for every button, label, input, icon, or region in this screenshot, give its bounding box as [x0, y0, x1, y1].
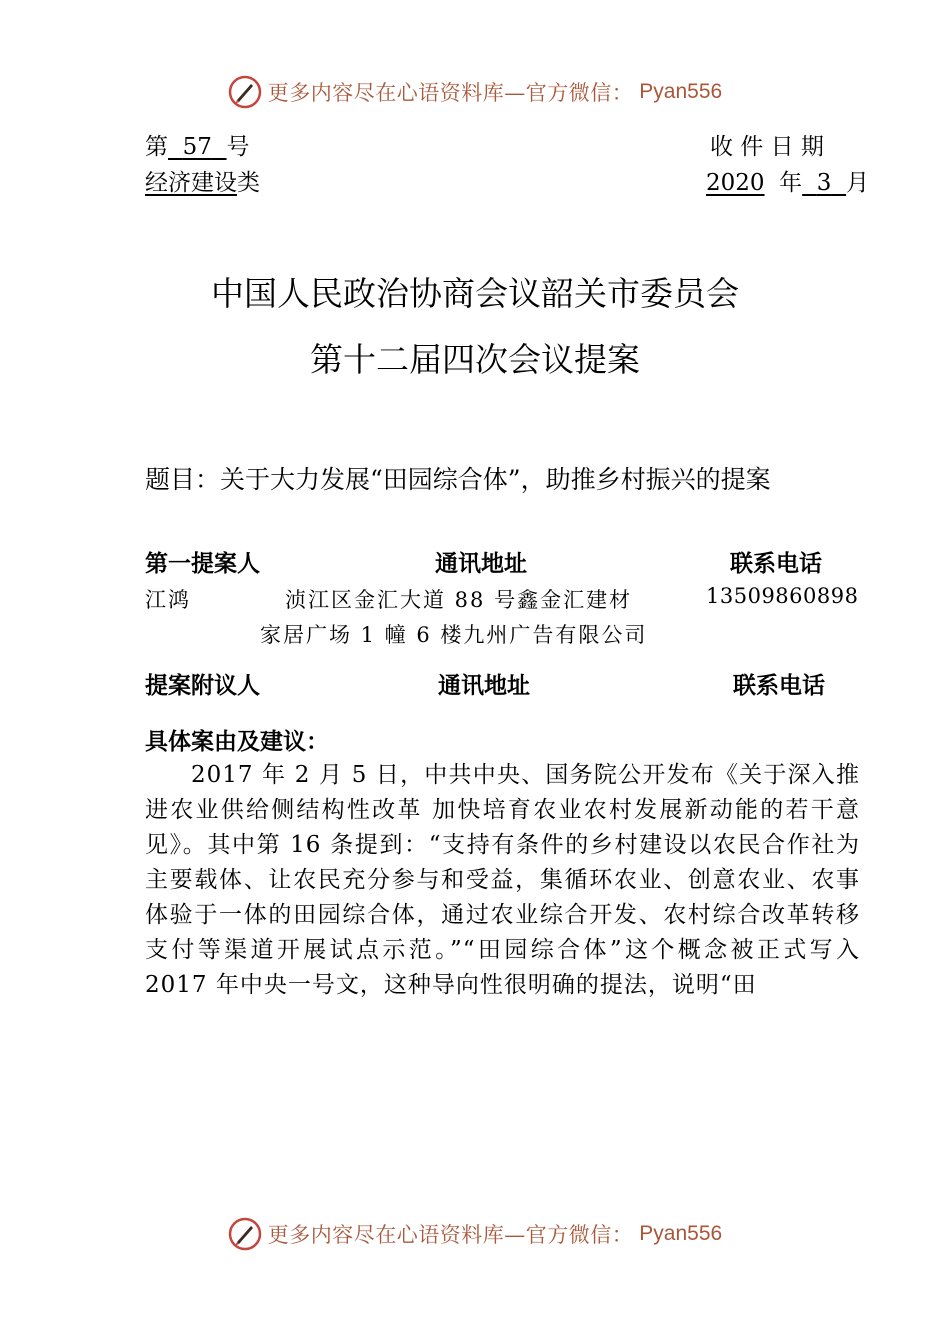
- title-line-2: 第十二届四次会议提案: [310, 340, 640, 379]
- watermark-top: [0, 72, 950, 112]
- address-header: 通讯地址: [435, 551, 527, 577]
- proposal-topic: 题目：关于大力发展“田园综合体”，助推乡村振兴的提案: [145, 465, 771, 494]
- body-paragraph: 2017 年 2 月 5 日，中共中央、国务院公开发布《关于深入推进农业供给侧结构性改革 加快培育农业农村发展新动能的若干意见》。其中第 16 条提到：“支持有条件的乡村建设以农民合作社为主要载体、让农民充分参与和受益，集循环农业、创意农业、农事体验于一体的田园综合体，通过农业综合开发、农村综合改革转移支付等渠道开展试点示范。”“田园综合体”这个概念被正式写入 2017 年中央一号文，这种导向性很明确的提法，说明“田: [145, 762, 860, 998]
- watermark-text: 更多内容尽在心语资料库—官方微信：: [267, 81, 634, 105]
- watermark-bottom: [0, 1214, 950, 1254]
- watermark-id: Pyan556: [639, 80, 723, 103]
- doc-number-value: 57: [182, 134, 212, 160]
- proposer-address-line-2: 家居广场 1 幢 6 楼九州广告有限公司: [260, 623, 648, 647]
- doc-number: 第 57 号: [145, 134, 250, 160]
- title-line-1: 中国人民政治协商会议韶关市委员会: [211, 274, 739, 313]
- quill-logo-icon: [228, 1217, 262, 1251]
- receipt-date-label: 收 件 日 期: [710, 134, 824, 160]
- proposer-name: 江鸿: [145, 588, 191, 612]
- watermark-text: 更多内容尽在心语资料库—官方微信：: [267, 1223, 634, 1247]
- receipt-date: 2020 年 3 月: [706, 170, 870, 196]
- co-address-header: 通讯地址: [438, 673, 530, 699]
- section-heading: 具体案由及建议：: [145, 729, 329, 755]
- doc-category: 经济建设类: [145, 170, 260, 196]
- proposer-address-line-1: 浈江区金汇大道 88 号鑫金汇建材: [285, 588, 633, 612]
- co-proposer-header: 提案附议人: [145, 673, 260, 699]
- quill-logo-icon: [228, 75, 262, 109]
- phone-header: 联系电话: [730, 551, 822, 577]
- proposer-header: 第一提案人: [145, 551, 260, 577]
- body-text: [145, 758, 860, 1003]
- co-phone-header: 联系电话: [733, 673, 825, 699]
- watermark-id: Pyan556: [639, 1222, 723, 1245]
- proposer-phone: 13509860898: [706, 584, 859, 608]
